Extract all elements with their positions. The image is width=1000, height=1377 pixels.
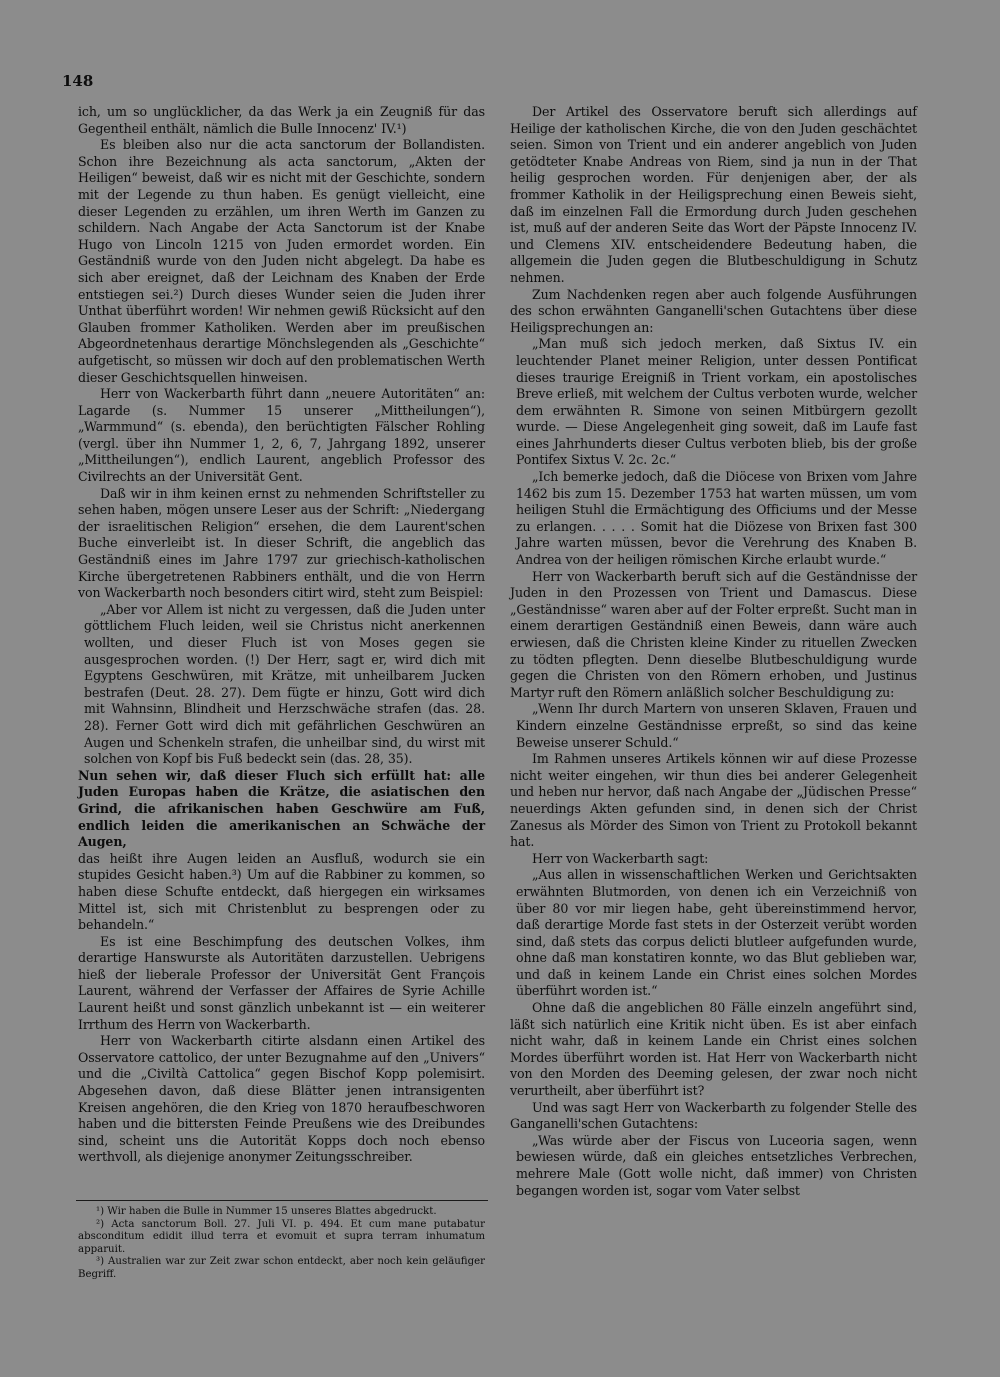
quote-paragraph: „Ich bemerke jedoch, daß die Diöcese von Brixen vom Jahre 1462 bis zum 15. Dezember 1753 hat warten müssen, um vom heiligen Stuhl die Ermächtigung des Officiums und der Messe zu erlangen. . . . . Somit hat die Diözese von Brixen fast 300 Jahre warten müssen, bevor die Verehrung des Knaben B. Andrea von der heiligen römischen Kirche erlaubt wurde.“ xyxy=(516,469,917,568)
left-column xyxy=(78,104,485,1166)
paragraph: Herr von Wackerbarth führt dann „neuere Autoritäten“ an: Lagarde (s. Nummer 15 unserer „Mittheilungen“), „Warmmund“ (s. ebenda), den berüchtigten Fälscher Rohling (vergl. über ihn Nummer 1, 2, 6, 7, Jahrgang 1892, unserer „Mittheilungen“), endlich Laurent, angeblich Professor des Civilrechts an der Universität Gent. xyxy=(78,386,485,485)
paragraph: Im Rahmen unseres Artikels können wir auf diese Prozesse nicht weiter eingehen, wir thun dies bei anderer Gelegenheit und heben nur hervor, daß nach Angabe der „Jüdischen Presse“ neuerdings Akten gefunden sind, in denen sich der Christ Zanesus als Mörder des Simon von Trient zu Protokoll bekannt hat. xyxy=(510,751,917,850)
footnote: ²) Acta sanctorum Boll. 27. Juli VI. p. 494. Et cum mane putabatur absconditum edidit illud terra et evomuit et supra terram inhumatum apparuit. xyxy=(78,1218,485,1255)
footnotes xyxy=(78,1206,485,1282)
paragraph: Herr von Wackerbarth beruft sich auf die Geständnisse der Juden in den Prozessen von Trient und Damascus. Diese „Geständnisse“ waren aber auf der Folter erpreßt. Sucht man in einem derartigen Geständniß einen Beweis, dann wäre auch erwiesen, daß die Christen kleine Kinder zu rituellen Zwecken zu tödten pflegten. Denn dieselbe Blutbeschuldigung wurde gegen die Christen von den Römern erhoben, und Justinus Martyr ruft den Römern anläßlich solcher Beschuldigung zu: xyxy=(510,568,917,700)
paragraph: Ohne daß die angeblichen 80 Fälle einzeln angeführt sind, läßt sich natürlich eine Kritik nicht üben. Es ist aber einfach nicht wahr, daß in keinem Lande ein Christ eines solchen Mordes überführt worden ist. Hat Herr von Wackerbarth nicht von den Morden des Deeming gelesen, der zwar noch nicht verurtheilt, aber überführt ist? xyxy=(510,1000,917,1099)
page-number: 148 xyxy=(62,72,94,90)
quote-paragraph: „Aus allen in wissenschaftlichen Werken und Gerichtsakten erwähnten Blutmorden, von denen ich ein Verzeichniß von über 80 vor mir liegen habe, geht übereinstimmend hervor, daß derartige Morde fast stets in der Osterzeit verübt worden sind, daß stets das corpus delicti blutleer aufgefunden wurde, ohne daß man konstatiren konnte, wo das Blut geblieben war, und daß in keinem Lande ein Christ eines solchen Mordes überführt worden ist.“ xyxy=(516,867,917,999)
paragraph: Herr von Wackerbarth sagt: xyxy=(532,850,709,866)
quote-paragraph: „Man muß sich jedoch merken, daß Sixtus IV. ein leuchtender Planet meiner Religion, unter dessen Pontificat dieses traurige Ereigniß in Trient vorkam, ein apostolisches Breve erließ, mit welchem der Cultus verboten wurde, welcher dem erwähnten R. Simone von seinen Mitbürgern gezollt wurde. — Diese Angelegenheit ging soweit, daß im Laufe fast eines Jahrhunderts dieser Cultus verboten blieb, bis der große Pontifex Sixtus V. 2c. 2c.“ xyxy=(516,336,917,468)
bold-quote: Nun sehen wir, daß dieser Fluch sich erfüllt hat: alle Juden Europas haben die Krätze, die asiatischen den Grind, die afrikanischen haben Geschwüre am Fuß, endlich leiden die amerikanischen an Schwäche der Augen, xyxy=(78,767,485,850)
quote-paragraph: „Aber vor Allem ist nicht zu vergessen, daß die Juden unter göttlichem Fluch leiden, weil sie Christus nicht anerkennen wollten, und dieser Fluch ist von Moses gegen sie ausgesprochen worden. (!) Der Herr, sagt er, wird dich mit Egyptens Geschwüren, mit Krätze, mit unheilbarem Jucken bestrafen (Deut. 28. 27). Dem fügte er hinzu, Gott wird dich mit Wahnsinn, Blindheit und Herzschwäche strafen (das. 28. 28). Ferner Gott wird dich mit gefährlichen Geschwüren an Augen und Schenkeln strafen, die unheilbar sind, du wirst mit solchen von Kopf bis Fuß bedeckt sein (das. 28, 35). xyxy=(84,601,485,767)
paragraph: ich, um so unglücklicher, da das Werk ja ein Zeugniß für das Gegentheil enthält, nämlich die Bulle Innocenz' IV.¹) xyxy=(78,104,485,136)
paragraph: Und was sagt Herr von Wackerbarth zu folgender Stelle des Ganganelli'schen Gutachtens: xyxy=(510,1099,917,1132)
paragraph: Herr von Wackerbarth citirte alsdann einen Artikel des Osservatore cattolico, der unter Bezugnahme auf den „Univers“ und die „Civiltà Cattolica“ gegen Bischof Kopp polemisirt. Abgesehen davon, daß diese Blätter jenen intransigenten Kreisen angehören, die den Krieg von 1870 heraufbeschworen haben und die bittersten Feinde Preußens wie des Dreibundes sind, scheint uns die Autorität Kopps doch noch ebenso werthvoll, als diejenige anonymer Zeitungsschreiber. xyxy=(78,1033,485,1165)
paragraph: Es bleiben also nur die acta sanctorum der Bollandisten. Schon ihre Bezeichnung als acta sanctorum, „Akten der Heiligen“ beweist, daß wir es nicht mit der Geschichte, sondern mit der Legende zu thun haben. Es genügt vielleicht, eine dieser Legenden zu erzählen, um ihren Werth im Ganzen zu schildern. Nach Angabe der Acta Sanctorum ist der Knabe Hugo von Lincoln 1215 von Juden ermordet worden. Ein Geständniß wurde von den Juden nicht abgelegt. Da habe es sich aber ereignet, daß der Leichnam des Knaben der Erde entstiegen sei.²) Durch dieses Wunder seien die Juden ihrer Unthat überführt worden! Wir nehmen gewiß Rücksicht auf den Glauben frommer Katholiken. Werden aber im preußischen Abgeordnetenhaus derartige Mönchslegenden als „Geschichte“ aufgetischt, so müssen wir doch auf den problematischen Werth dieser Geschichtsquellen hinweisen. xyxy=(78,137,485,385)
right-column xyxy=(510,104,917,1199)
paragraph: das heißt ihre Augen leiden an Ausfluß, wodurch sie ein stupides Gesicht haben.³) Um auf die Rabbiner zu kommen, so haben diese Schufte entdeckt, daß hiergegen ein wirksames Mittel ist, sich mit Christenblut zu besprengen oder zu behandeln.“ xyxy=(78,850,485,933)
quote-paragraph: „Wenn Ihr durch Martern von unseren Sklaven, Frauen und Kindern einzelne Geständnisse erpreßt, so sind das keine Beweise unserer Schuld.“ xyxy=(516,701,917,750)
footnote-divider xyxy=(76,1200,488,1201)
paragraph: Der Artikel des Osservatore beruft sich allerdings auf Heilige der katholischen Kirche, die von den Juden geschächtet seien. Simon von Trient und ein anderer angeblich von Juden getödteter Knabe Andreas von Riem, sind ja nun in der That heilig gesprochen worden. Für denjenigen aber, der als frommer Katholik in der Heiligsprechung einen Beweis sieht, daß im einzelnen Fall die Ermordung durch Juden geschehen ist, muß auf der anderen Seite das Wort der Päpste Innocenz IV. und Clemens XIV. entscheidendere Bedeutung haben, die allgemein die Juden gegen die Blutbeschuldigung in Schutz nehmen. xyxy=(510,104,917,285)
paragraph: Es ist eine Beschimpfung des deutschen Volkes, ihm derartige Hanswurste als Autoritäten darzustellen. Uebrigens hieß der lieberale Professor der Universität Gent François Laurent, während der Verfasser der Affaires de Syrie Achille Laurent heißt und sonst gänzlich unbekannt ist — ein weiterer Irrthum des Herrn von Wackerbarth. xyxy=(78,933,485,1032)
footnote: ³) Australien war zur Zeit zwar schon entdeckt, aber noch kein geläufiger Begriff. xyxy=(78,1256,485,1280)
quote-paragraph: „Was würde aber der Fiscus von Luceoria sagen, wenn bewiesen würde, daß ein gleiches entsetzliches Verbrechen, mehrere Male (Gott wolle nicht, daß immer) von Christen begangen worden ist, sogar vom Vater selbst xyxy=(516,1132,917,1198)
paragraph: Zum Nachdenken regen aber auch folgende Ausführungen des schon erwähnten Ganganelli'schen Gutachtens über diese Heiligsprechungen an: xyxy=(510,286,917,335)
paragraph: Daß wir in ihm keinen ernst zu nehmenden Schriftsteller zu sehen haben, mögen unsere Leser aus der Schrift: „Niedergang der israelitischen Religion“ ersehen, die dem Laurent'schen Buche einverleibt ist. In dieser Schrift, die angeblich das Geständniß eines im Jahre 1797 zur griechisch-katholischen Kirche übergetretenen Rabbiners enthält, und die von Herrn von Wackerbarth noch besonders citirt wird, steht zum Beispiel: xyxy=(78,485,485,601)
footnote: ¹) Wir haben die Bulle in Nummer 15 unseres Blattes abgedruckt. xyxy=(96,1206,437,1217)
